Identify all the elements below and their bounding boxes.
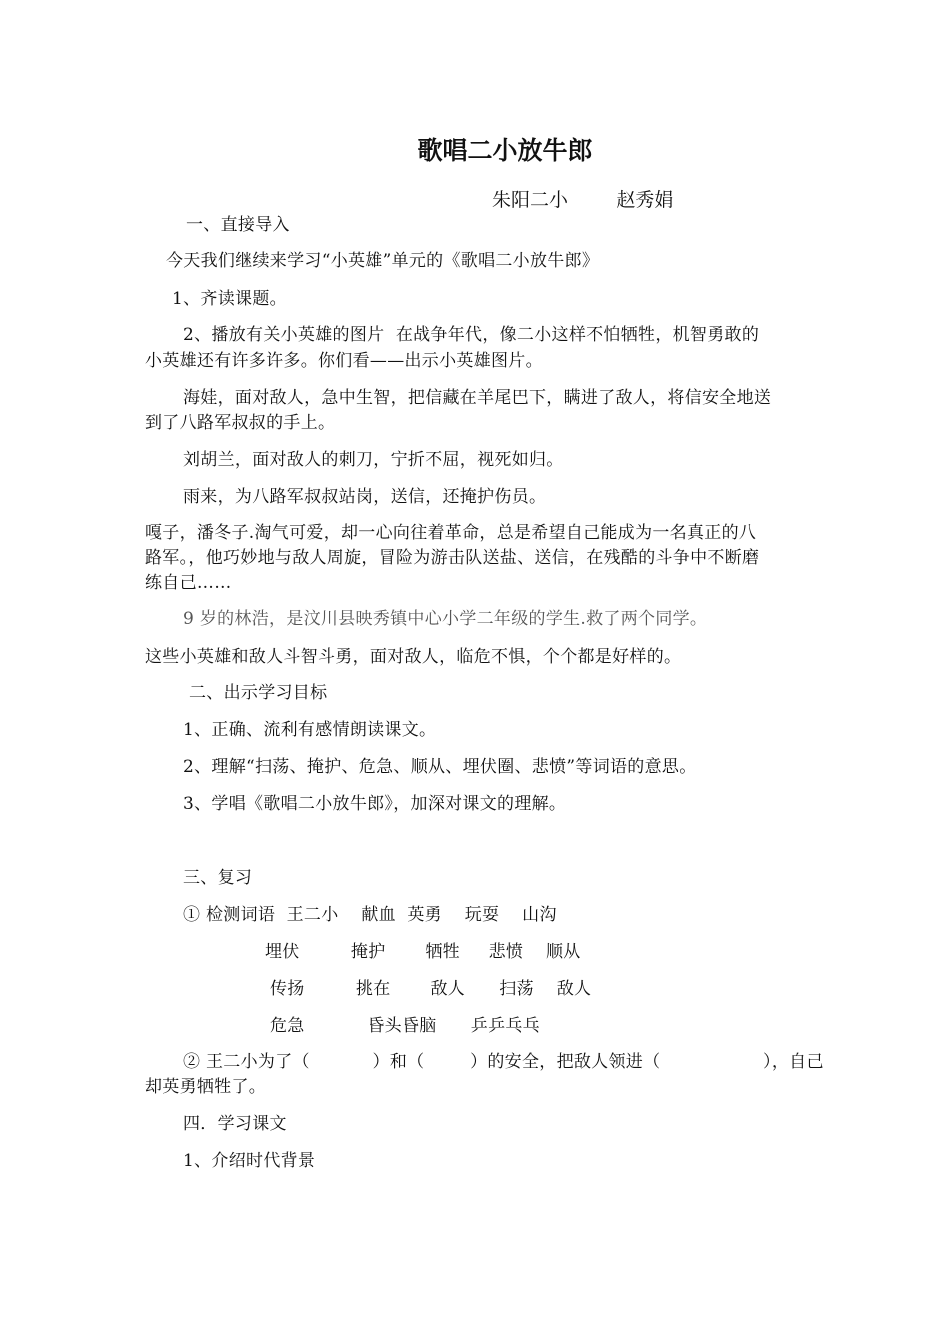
section-heading-intro: 一、直接导入: [186, 215, 290, 235]
list-item: 1、正确、流利有感情朗读课文。: [183, 720, 437, 740]
paragraph: 9 岁的林浩，是汶川县映秀镇中心小学二年级的学生.救了两个同学。: [183, 609, 708, 629]
paragraph: 练自己……: [145, 573, 232, 593]
paragraph: 雨来，为八路军叔叔站岗，送信，还掩护伤员。: [183, 487, 547, 507]
paragraph: 这些小英雄和敌人斗智斗勇，面对敌人，临危不惧，个个都是好样的。: [145, 647, 682, 667]
author-line: 朱阳二小 赵秀娟: [492, 189, 674, 211]
section-heading-review: 三、复习: [183, 868, 253, 888]
fill-in-blank: 却英勇牺牲了。: [145, 1077, 267, 1097]
vocabulary-row: ① 检测词语 王二小 献血 英勇 玩耍 山沟: [183, 905, 557, 925]
paragraph: 嘎子，潘冬子.淘气可爱，却一心向往着革命，总是希望自己能成为一名真正的八: [145, 523, 757, 543]
paragraph: 海娃，面对敌人，急中生智，把信藏在羊尾巴下，瞒进了敌人，将信安全地送: [183, 388, 772, 408]
list-item: 3、学唱《歌唱二小放牛郎》，加深对课文的理解。: [183, 794, 567, 814]
list-item: 1、介绍时代背景: [183, 1151, 316, 1171]
vocabulary-row: 埋伏 掩护 牺牲 悲愤 顺从: [265, 942, 581, 962]
list-item: 2、理解“扫荡、掩护、危急、顺从、埋伏圈、悲愤”等词语的意思。: [183, 757, 697, 777]
document-title: 歌唱二小放牛郎: [417, 136, 593, 165]
list-item: 1、齐读课题。: [172, 289, 287, 309]
paragraph: 小英雄还有许多许多。你们看——出示小英雄图片。: [145, 351, 543, 371]
paragraph: 路军。，他巧妙地与敌人周旋，冒险为游击队送盐、送信，在残酷的斗争中不断磨: [145, 548, 760, 568]
paragraph: 今天我们继续来学习“小英雄”单元的《歌唱二小放牛郎》: [166, 251, 600, 271]
paragraph: 2、播放有关小英雄的图片 在战争年代，像二小这样不怕牺牲，机智勇敢的: [183, 325, 760, 345]
paragraph: 刘胡兰，面对敌人的刺刀，宁折不屈，视死如归。: [183, 450, 564, 470]
section-heading-study: 四．学习课文: [183, 1114, 287, 1134]
vocabulary-row: 危急 昏头昏脑 乒乒乓乓: [270, 1016, 540, 1036]
paragraph: 到了八路军叔叔的手上。: [145, 413, 336, 433]
section-heading-goals: 二、出示学习目标: [189, 683, 328, 703]
fill-in-blank: ② 王二小为了（ ）和（ ）的安全，把敌人领进（ ），自己: [183, 1052, 824, 1072]
vocabulary-row: 传扬 挑在 敌人 扫荡 敌人: [270, 979, 592, 999]
